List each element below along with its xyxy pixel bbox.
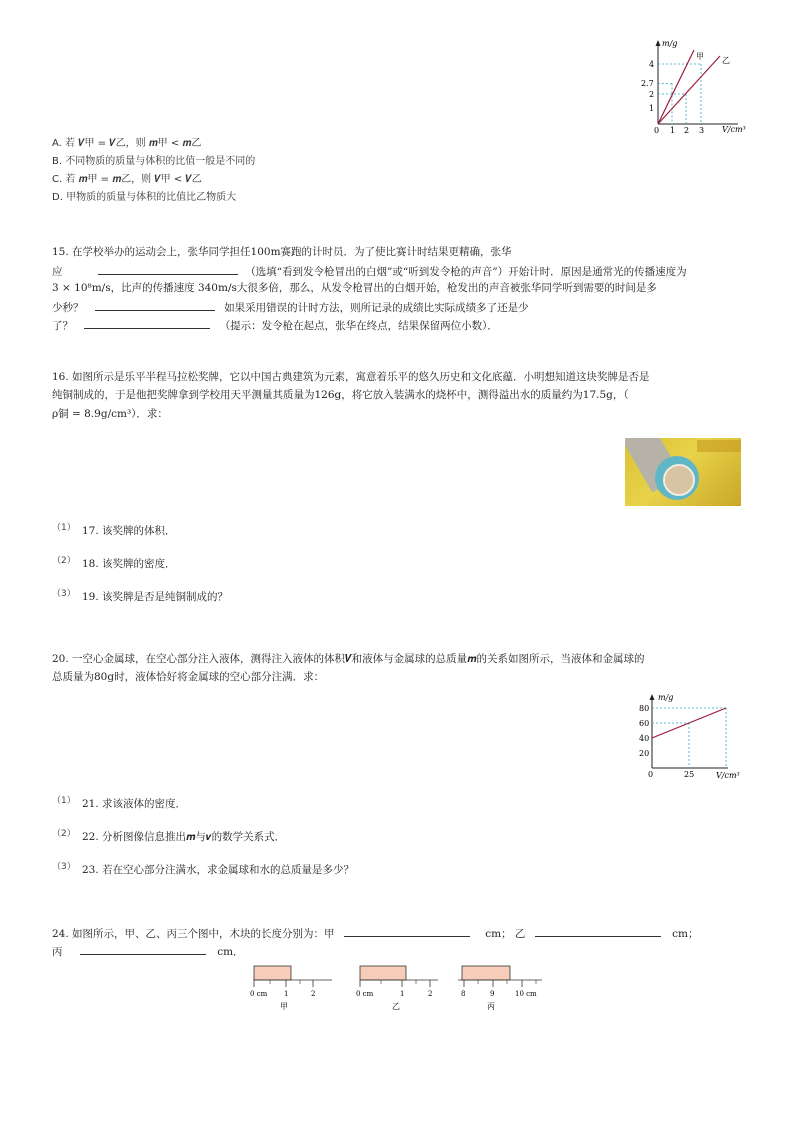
- q15-line4: 少秒？ 如果采用错误的计时方法，则所记录的成绩比实际成绩多了还是少: [52, 299, 529, 315]
- q20-sub-3: 23. 若在空心部分注满水，求金属球和水的总质量是多少？: [82, 864, 355, 876]
- x-tick: 1: [670, 126, 676, 135]
- medal-inner: [663, 464, 695, 496]
- q20-sub-2: 22. 分析图像信息推出𝒎与𝒗的数学关系式．: [82, 831, 286, 843]
- sub-number: （3）: [52, 589, 76, 599]
- option-b[interactable]: B. 不同物质的质量与体积的比值一般是不同的: [52, 156, 256, 167]
- y-tick: 20: [639, 749, 650, 758]
- x-tick: 3: [699, 126, 705, 135]
- x-axis-label: V/cm³: [716, 771, 740, 780]
- x-tick: 0: [648, 770, 654, 779]
- ruler-tick-label: 0 cm: [250, 990, 268, 998]
- q15-line1: 15. 在学校举办的运动会上，张华同学担任100m赛跑的计时员．为了使比赛计时结果更精确，张华: [52, 246, 512, 258]
- x-tick: 0: [654, 126, 660, 135]
- answer-blank-bing[interactable]: [80, 943, 206, 955]
- ruler-tick-label: 2: [311, 990, 316, 998]
- wood-block: [360, 966, 406, 980]
- wood-block: [462, 966, 510, 980]
- line-label-yi: 乙: [722, 56, 730, 65]
- ruler-tick-label: 0 cm: [356, 990, 374, 998]
- y-tick: 1: [649, 104, 655, 113]
- ruler-tick-label: 9: [490, 990, 495, 998]
- q15-line5: 了？ （提示：发令枪在起点，张华在终点，结果保留两位小数）．: [52, 317, 498, 333]
- line-m-v: [652, 708, 726, 738]
- x-axis-label: V/cm³: [722, 125, 746, 134]
- answer-blank-1[interactable]: [98, 263, 238, 275]
- ruler-jia: [248, 962, 338, 1012]
- medal-photo: [625, 438, 741, 506]
- y-tick: 2.7: [641, 79, 654, 88]
- line-label-jia: 甲: [696, 52, 704, 61]
- ruler-bing: [456, 962, 546, 1012]
- ruler-caption: 甲: [280, 1002, 288, 1011]
- q15-line3: 3 × 10⁸m/s，比声的传播速度 340m/s大很多倍，那么，从发令枪冒出的白烟开始，枪发出的声音被张华同学听到需要的时间是多: [52, 282, 657, 294]
- x-tick: 2: [684, 126, 690, 135]
- option-d[interactable]: D. 甲物质的质量与体积的比值比乙物质大: [52, 192, 237, 203]
- ruler-tick-label: 1: [284, 990, 289, 998]
- ruler-caption: 丙: [487, 1002, 495, 1011]
- q20-sub-1: 21. 求该液体的密度．: [82, 798, 187, 810]
- sub-number: （1）: [52, 523, 76, 533]
- q16-sub-3: 19. 该奖牌是否是纯铜制成的？: [82, 591, 229, 603]
- answer-blank-yi[interactable]: [535, 925, 661, 937]
- sub-number: （1）: [52, 796, 76, 806]
- q16-sub-1: 17. 该奖牌的体积．: [82, 525, 176, 537]
- y-axis-label: m/g: [662, 39, 678, 48]
- y-tick: 4: [649, 60, 655, 69]
- ruler-tick-label: 10 cm: [515, 990, 537, 998]
- q20-mv-graph: [622, 690, 752, 782]
- answer-blank-2[interactable]: [95, 299, 215, 311]
- x-tick: 25: [684, 770, 695, 779]
- y-axis-arrow: [650, 694, 655, 700]
- y-tick: 40: [639, 734, 650, 743]
- ruler-yi: [354, 962, 444, 1012]
- option-c[interactable]: C. 若 𝒎甲 = 𝒎乙，则 𝑽甲 < 𝑽乙: [52, 174, 202, 185]
- q15-line2: 应 （选填“看到发令枪冒出的白烟”或“听到发令枪的声音”）开始计时．原因是通常光的传播速度为: [52, 263, 687, 279]
- y-tick: 2: [649, 90, 655, 99]
- answer-blank-jia[interactable]: [344, 925, 470, 937]
- sub-number: （2）: [52, 829, 76, 839]
- sub-number: （2）: [52, 556, 76, 566]
- line-jia: [658, 50, 694, 124]
- wood-block: [254, 966, 291, 980]
- line-yi: [658, 56, 720, 124]
- ruler-tick-label: 8: [461, 990, 466, 998]
- y-axis-label: m/g: [658, 693, 674, 702]
- y-axis-arrow: [656, 40, 661, 46]
- ruler-tick-label: 1: [400, 990, 405, 998]
- q20-line2: 总质量为80g时，液体恰好将金属球的空心部分注满．求：: [52, 671, 325, 683]
- q14-mv-graph: [640, 36, 770, 136]
- y-tick: 80: [639, 704, 650, 713]
- ruler-caption: 乙: [392, 1002, 400, 1011]
- q24-line1: 24. 如图所示，甲、乙、丙三个图中，木块的长度分别为：甲 cm； 乙 cm；: [52, 925, 698, 941]
- q16-sub-2: 18. 该奖牌的密度．: [82, 558, 176, 570]
- medal-banner: [697, 440, 741, 452]
- answer-blank-3[interactable]: [84, 317, 210, 329]
- q24-line2: 丙 cm．: [52, 943, 244, 959]
- ruler-tick-label: 2: [428, 990, 433, 998]
- option-a[interactable]: A. 若 𝑽甲 = 𝑽乙，则 𝒎甲 < 𝒎乙: [52, 138, 202, 149]
- q16-line3: ρ铜 = 8.9g/cm³）．求：: [52, 408, 168, 420]
- q20-line1: 20. 一空心金属球，在空心部分注入液体，测得注入液体的体积𝑽和液体与金属球的总质量𝒎的关系如图所示，当液体和金属球的: [52, 653, 645, 665]
- q16-line1: 16. 如图所示是乐平半程马拉松奖牌，它以中国古典建筑为元素，寓意着乐平的悠久历史和文化底蕴．小明想知道这块奖牌是否是: [52, 371, 650, 383]
- q16-line2: 纯铜制成的，于是他把奖牌拿到学校用天平测量其质量为126g，将它放入装满水的烧杯中，测得溢出水的质量约为17.5g，（: [52, 389, 629, 401]
- y-tick: 60: [639, 719, 650, 728]
- sub-number: （3）: [52, 862, 76, 872]
